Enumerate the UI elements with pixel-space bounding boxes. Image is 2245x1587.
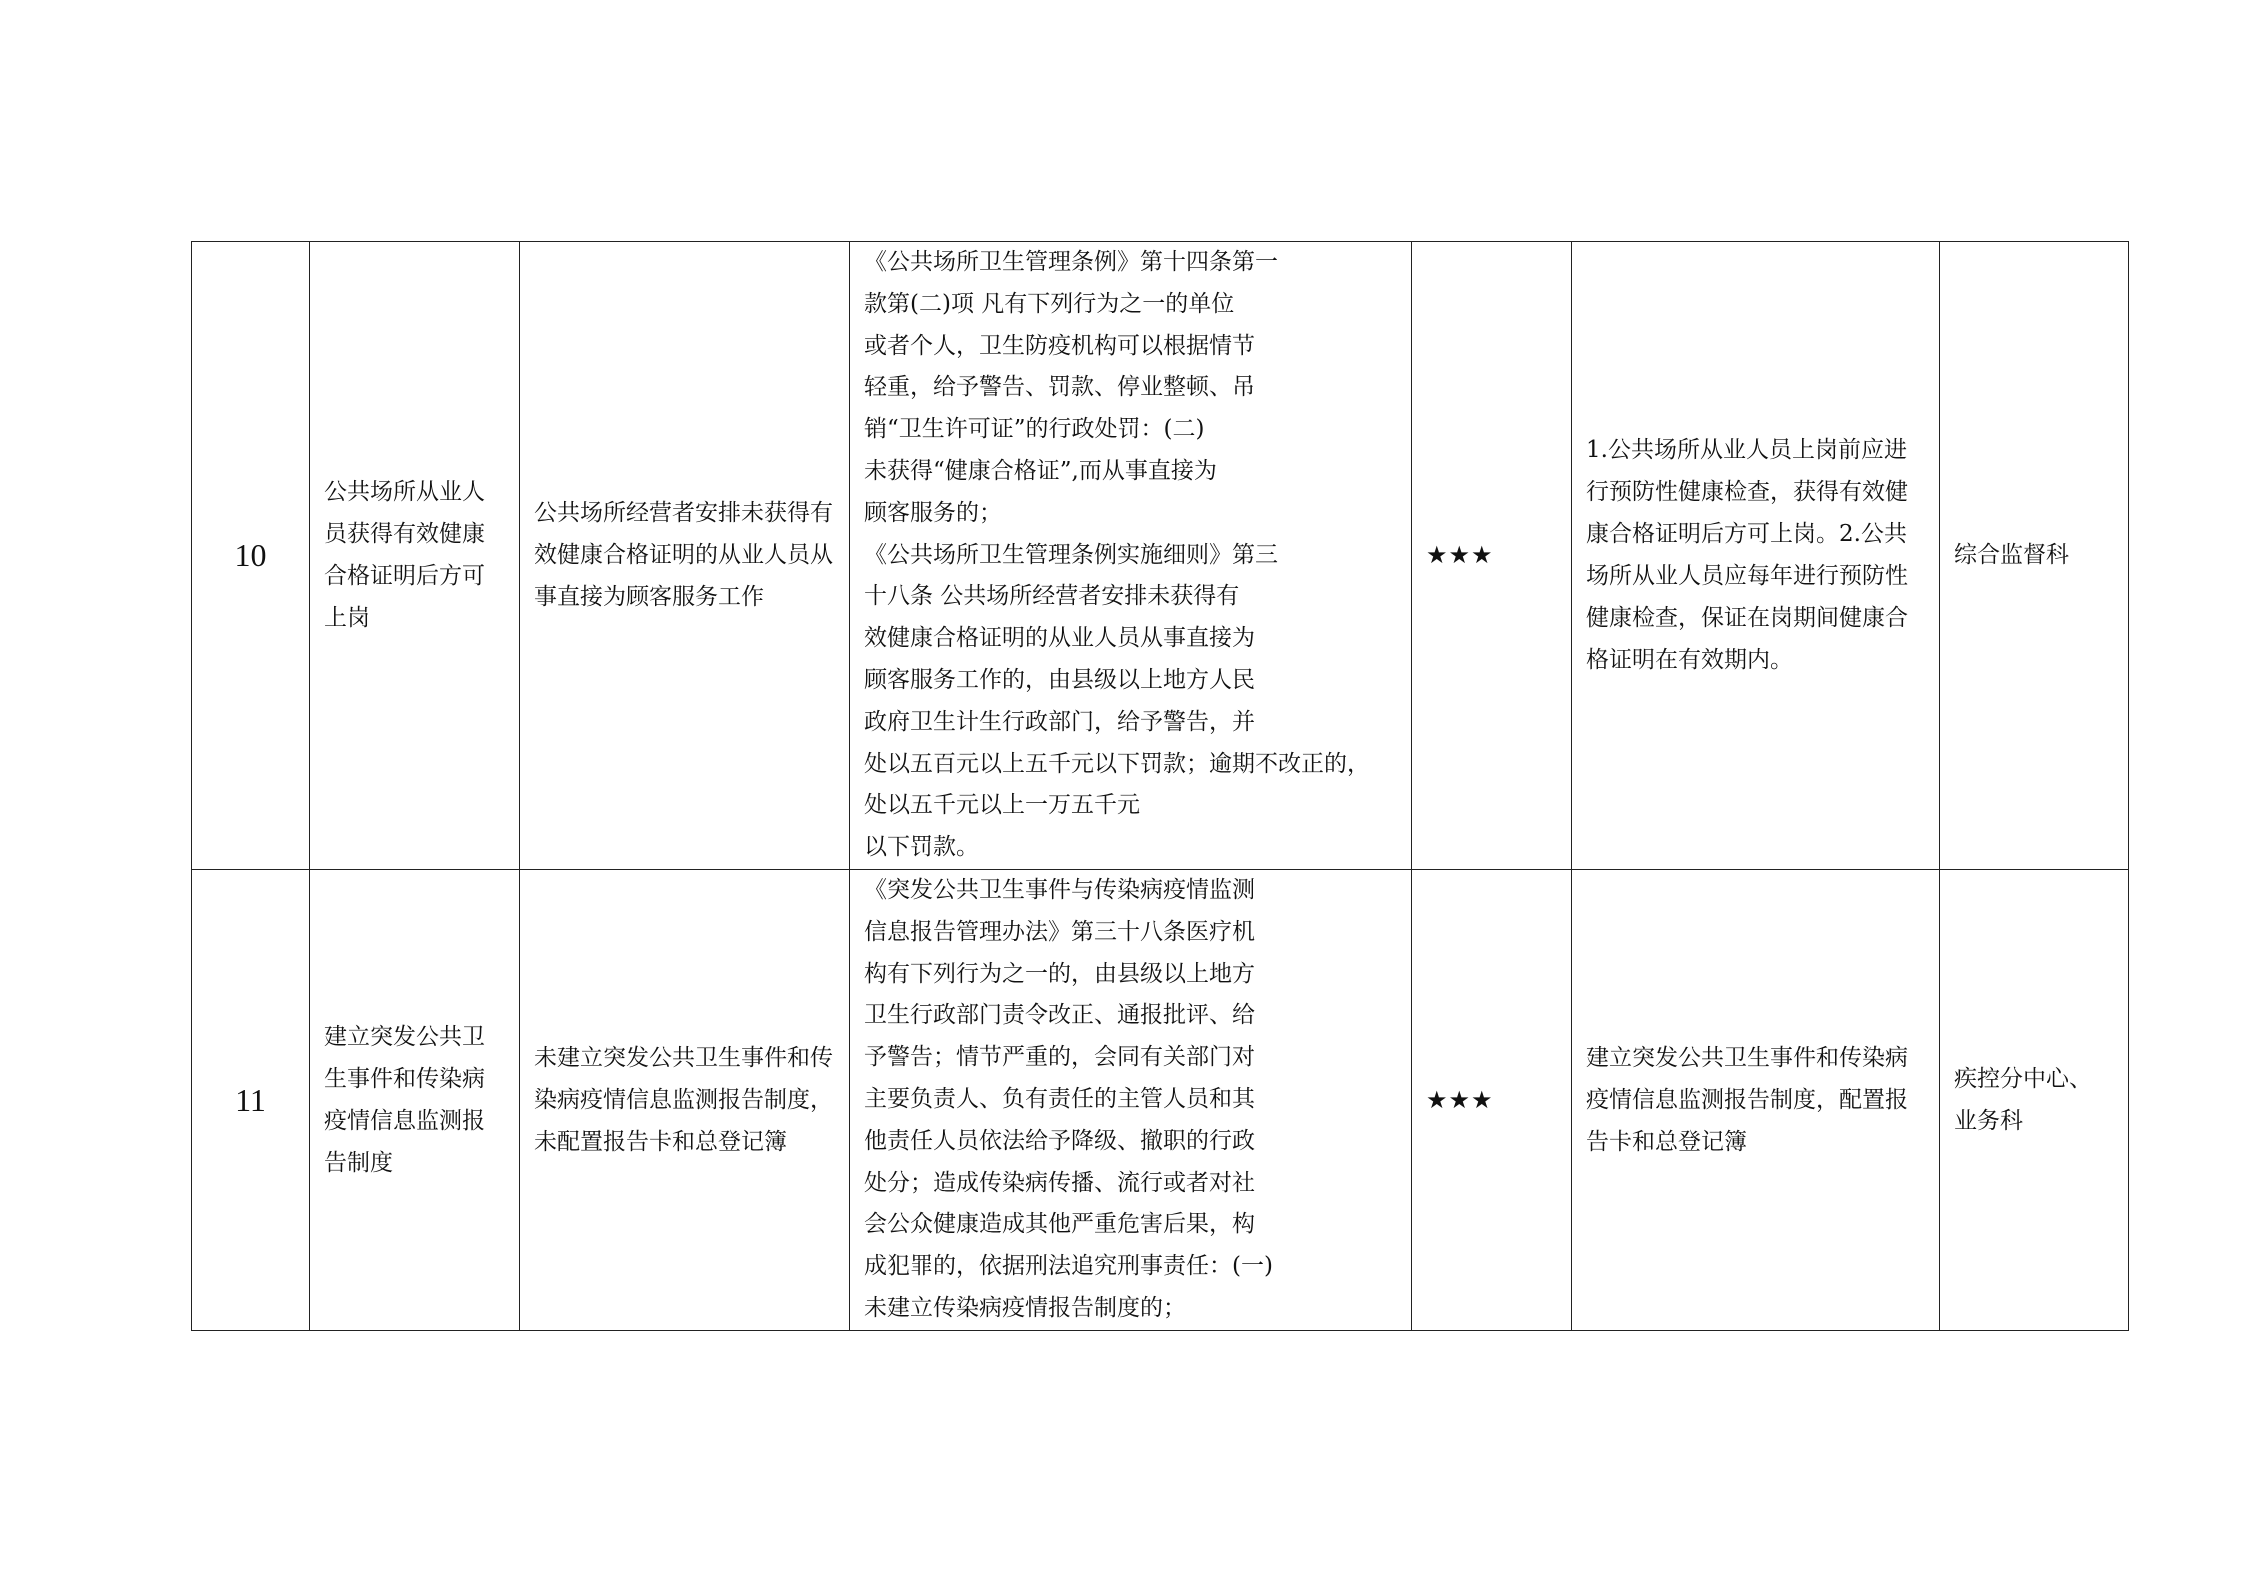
compliance-requirement: 1.公共场所从业人员上岗前应进行预防性健康检查，获得有效健康合格证明后方可上岗。2.公共场所从业人员应每年进行预防性健康检查，保证在岗期间健康合格证明在有效期内。 [1572, 242, 1940, 870]
legal-basis-line: 《突发公共卫生事件与传染病疫情监测 [864, 876, 1255, 903]
legal-basis-line: 处以五百元以上五千元以下罚款；逾期不改正的， [864, 750, 1370, 777]
risk-level-stars: ★★★ [1412, 242, 1572, 870]
inspection-item: 公共场所从业人员获得有效健康合格证明后方可上岗 [310, 242, 520, 870]
legal-basis-line: 销“卫生许可证”的行政处罚：(二) [864, 416, 1205, 443]
legal-basis-line: 政府卫生计生行政部门，给予警告，并 [864, 708, 1255, 735]
compliance-requirement: 建立突发公共卫生事件和传染病疫情信息监测报告制度，配置报告卡和总登记簿 [1572, 869, 1940, 1330]
legal-basis [850, 869, 1412, 1330]
legal-basis [850, 242, 1412, 870]
legal-basis-line: 《公共场所卫生管理条例》第十四条第一 [864, 249, 1278, 275]
violation-description: 公共场所经营者安排未获得有效健康合格证明的从业人员从事直接为顾客服务工作 [520, 242, 850, 870]
table-row [192, 869, 2129, 1330]
legal-basis-line: 未获得“健康合格证”,而从事直接为 [864, 457, 1217, 484]
legal-basis-line: 《公共场所卫生管理条例实施细则》第三 [864, 541, 1278, 568]
regulation-table [191, 241, 2129, 1331]
inspection-item: 建立突发公共卫生事件和传染病疫情信息监测报告制度 [310, 869, 520, 1330]
legal-basis-line: 成犯罪的，依据刑法追究刑事责任：(一) [864, 1253, 1273, 1280]
responsible-department: 综合监督科 [1940, 242, 2129, 870]
legal-basis-line: 以下罚款。 [864, 834, 979, 861]
legal-basis-line: 卫生行政部门责令改正、通报批评、给 [864, 1002, 1255, 1029]
legal-basis-line: 或者个人，卫生防疫机构可以根据情节 [864, 332, 1255, 359]
legal-basis-line: 效健康合格证明的从业人员从事直接为 [864, 625, 1255, 652]
legal-basis-line: 处以五千元以上一万五千元 [864, 792, 1140, 819]
legal-basis-line: 顾客服务工作的，由县级以上地方人民 [864, 666, 1255, 693]
legal-basis-line: 十八条 公共场所经营者安排未获得有 [864, 583, 1240, 610]
legal-basis-line: 予警告；情节严重的，会同有关部门对 [864, 1044, 1255, 1071]
legal-basis-line: 轻重，给予警告、罚款、停业整顿、吊 [864, 374, 1255, 401]
legal-basis-line: 信息报告管理办法》第三十八条医疗机 [864, 918, 1255, 945]
legal-basis-line: 他责任人员依法给予降级、撤职的行政 [864, 1127, 1255, 1154]
legal-basis-line: 会公众健康造成其他严重危害后果，构 [864, 1211, 1255, 1238]
legal-basis-line: 主要负责人、负有责任的主管人员和其 [864, 1085, 1255, 1112]
responsible-department: 疾控分中心、业务科 [1940, 869, 2129, 1330]
legal-basis-line: 构有下列行为之一的，由县级以上地方 [864, 960, 1255, 987]
legal-basis-line: 未建立传染病疫情报告制度的； [864, 1294, 1186, 1321]
table-row [192, 242, 2129, 870]
violation-description: 未建立突发公共卫生事件和传染病疫情信息监测报告制度，未配置报告卡和总登记簿 [520, 869, 850, 1330]
row-number: 10 [192, 242, 310, 870]
legal-basis-line: 顾客服务的； [864, 499, 1002, 526]
legal-basis-line: 款第(二)项 凡有下列行为之一的单位 [864, 290, 1235, 317]
legal-basis-line: 处分；造成传染病传播、流行或者对社 [864, 1169, 1255, 1196]
risk-level-stars: ★★★ [1412, 869, 1572, 1330]
row-number: 11 [192, 869, 310, 1330]
